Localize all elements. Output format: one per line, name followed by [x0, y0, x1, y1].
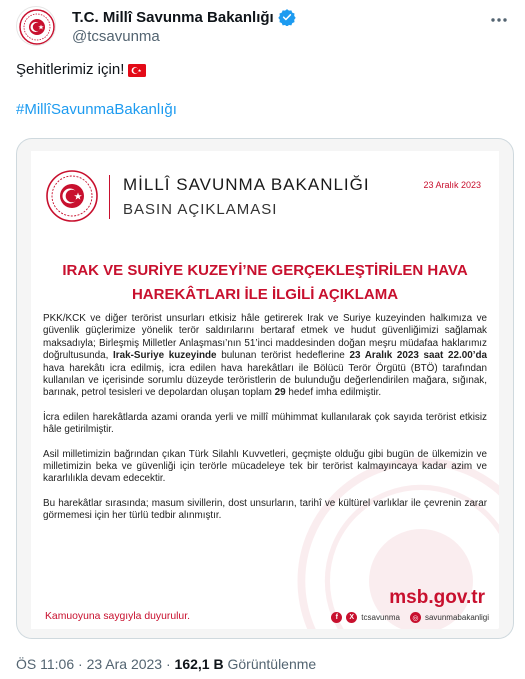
paragraph-4: Bu harekâtlar sırasında; masum sivillerin, dost unsurların, tarihî ve kültürel varlıklar ile çevrenin zarar görmemesi için her türlü tedbir alınmıştır. — [43, 497, 487, 522]
release-body — [43, 313, 487, 535]
social-ig-handle: savunmabakanligi — [424, 613, 489, 622]
verified-icon — [278, 8, 296, 26]
msb-emblem-icon — [17, 7, 56, 46]
x-icon: X — [346, 612, 357, 623]
handle[interactable]: @tcsavunma — [72, 28, 160, 45]
card-divider — [109, 175, 110, 219]
press-release-card — [31, 151, 499, 629]
hashtag-link[interactable]: #MillîSavunmaBakanlığı — [16, 101, 177, 118]
tweet-time[interactable]: ÖS 11:06 — [16, 656, 75, 672]
paragraph-3: Asil milletimizin bağrından çıkan Türk Silahlı Kuvvetleri, geçmişte olduğu gibi bugün de ülkemizin ve milletimizin beka ve güvenliği için terörle mücadeleye tek bir terörist kalmayıncaya kadar azim ve kararlılıkla devam edecektir. — [43, 448, 487, 485]
more-icon[interactable] — [489, 10, 509, 30]
text-run: PKK/KCK ve diğer terörist unsurları etkisiz hâle getirerek Irak ve Suriye kuzeyinden halkımıza ve güvenlik güçlerimize yönelik terör saldırılarını bertaraf etmek ve hudut güvenliğimizi sağlamak maksadıyla; Birleşmiş Milletler Anlaşması’nın 51’inci maddesinden doğan meşru müdafaa haklarımız doğrultusunda, — [43, 313, 487, 362]
meta-separator: · — [162, 656, 175, 672]
headline-line: IRAK VE SURİYE KUZEYİ’NE GERÇEKLEŞTİRİLEN HAVA — [62, 262, 468, 279]
view-count: 162,1 B — [174, 656, 224, 672]
closing-line: Kamuoyuna saygıyla duyurulur. — [45, 611, 190, 622]
avatar[interactable] — [16, 6, 56, 46]
facebook-icon: f — [331, 612, 342, 623]
meta-separator: · — [74, 656, 87, 672]
display-name[interactable]: T.C. Millî Savunma Bakanlığı — [72, 8, 274, 26]
press-release-title: BASIN AÇIKLAMASI — [123, 201, 278, 218]
turkey-flag-icon — [128, 64, 146, 77]
instagram-icon: ◎ — [410, 612, 421, 623]
headline — [31, 259, 499, 307]
paragraph-2: İcra edilen harekâtlarda azami oranda yerli ve millî mühimmat kullanılarak çok sayıda terörist etkisiz hâle getirilmiştir. — [43, 411, 487, 436]
tweet-text — [16, 60, 146, 80]
text-run: hava harekâtı icra edilmiş, icra edilen hava harekâtları ile Bölücü Terör Örgütü (BTÖ) tarafından kullanılan ve içerisinde sorumlu düzeyde teröristlerin de bulunduğu değerlendirilen mağara, sığınak, barınak, petrol tesisleri ve depolardan oluşan toplam — [43, 362, 487, 399]
paragraph-1 — [43, 313, 487, 400]
release-date: 23 Aralık 2023 — [423, 180, 481, 190]
text-run: bulunan terörist hedeflerine — [216, 350, 350, 362]
social-x-handle: tcsavunma — [361, 613, 400, 622]
headline-line: HAREKÂTLARI İLE İLGİLİ AÇIKLAMA — [131, 286, 399, 303]
text-run-bold: 29 — [274, 387, 286, 399]
text-run-bold: 23 Aralık 2023 saat 22.00’da — [349, 350, 487, 362]
text-run: hedef imha edilmiştir. — [285, 387, 382, 399]
msb-emblem-icon — [45, 169, 99, 223]
text-run-bold: Irak-Suriye kuzeyinde — [113, 350, 217, 362]
social-handles — [331, 612, 489, 623]
website-domain: msb.gov.tr — [389, 587, 485, 608]
tweet-meta — [16, 656, 316, 672]
tweet-header — [16, 6, 513, 50]
view-count-label: Görüntülenme — [223, 656, 317, 672]
tweet-date[interactable]: 23 Ara 2023 — [86, 656, 163, 672]
tweet-text-content: Şehitlerimiz için! — [16, 61, 125, 78]
name-row — [72, 8, 296, 26]
tweet-media[interactable] — [16, 138, 514, 639]
ministry-title: MİLLÎ SAVUNMA BAKANLIĞI — [123, 175, 370, 194]
